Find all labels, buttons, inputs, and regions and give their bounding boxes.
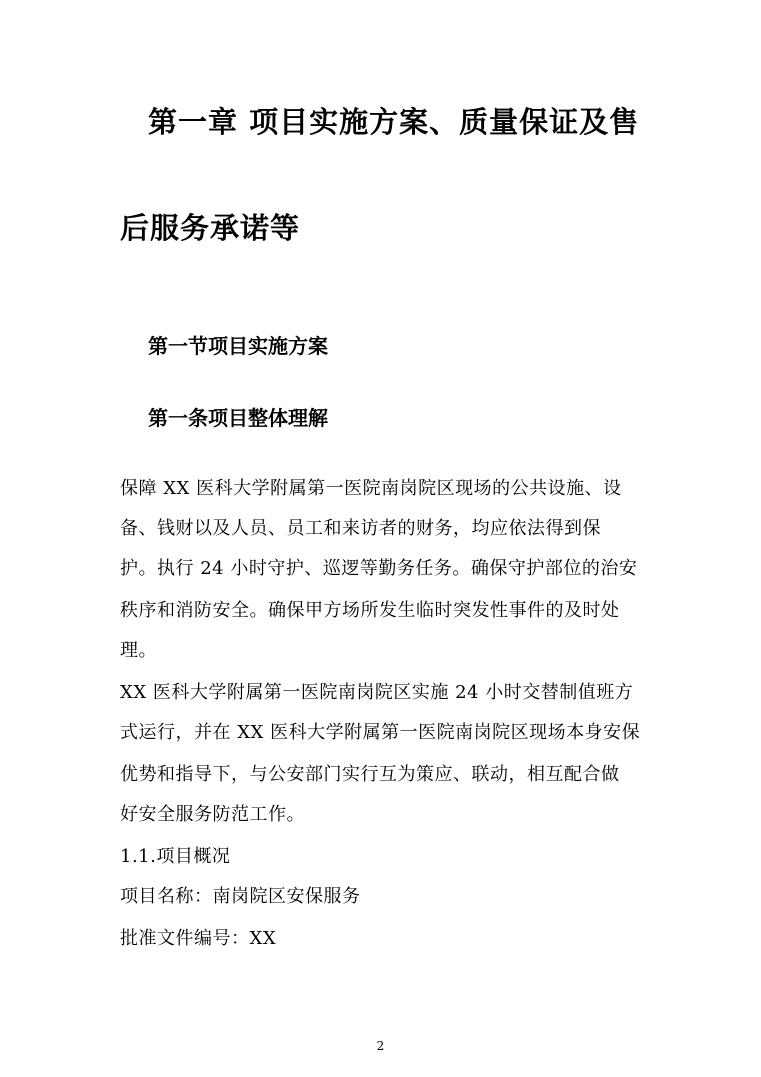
paragraph-2-line: 式运行，并在 XX 医科大学附属第一医院南岗院区现场本身安保 <box>120 722 641 743</box>
paragraph-1-line: 备、钱财以及人员、员工和来访者的财务，均应依法得到保 <box>120 518 601 539</box>
chapter-title-line-2: 后服务承诺等 <box>120 211 301 245</box>
paragraph-2-line: 好安全服务防范工作。 <box>120 804 305 825</box>
chapter-title-line-1: 第一章 项目实施方案、质量保证及售 <box>148 105 640 139</box>
paragraph-1-line: 理。 <box>120 640 157 661</box>
paragraph-2-line: 优势和指导下，与公安部门实行互为策应、联动，相互配合做 <box>120 764 620 785</box>
section-heading: 第一节项目实施方案 <box>148 334 328 358</box>
paragraph-1-line: 秩序和消防安全。确保甲方场所发生临时突发性事件的及时处 <box>120 600 620 621</box>
page-number: 2 <box>376 1039 385 1053</box>
subsection-heading: 1.1.项目概况 <box>120 846 231 867</box>
approval-document-number: 批准文件编号：XX <box>120 928 277 949</box>
paragraph-1-line: 护。执行 24 小时守护、巡逻等勤务任务。确保守护部位的治安 <box>120 558 638 579</box>
article-heading: 第一条项目整体理解 <box>148 406 328 430</box>
paragraph-2-line: XX 医科大学附属第一医院南岗院区实施 24 小时交替制值班方 <box>120 682 634 703</box>
project-name: 项目名称：南岗院区安保服务 <box>120 886 361 907</box>
paragraph-1-line: 保障 XX 医科大学附属第一医院南岗院区现场的公共设施、设 <box>120 478 622 499</box>
